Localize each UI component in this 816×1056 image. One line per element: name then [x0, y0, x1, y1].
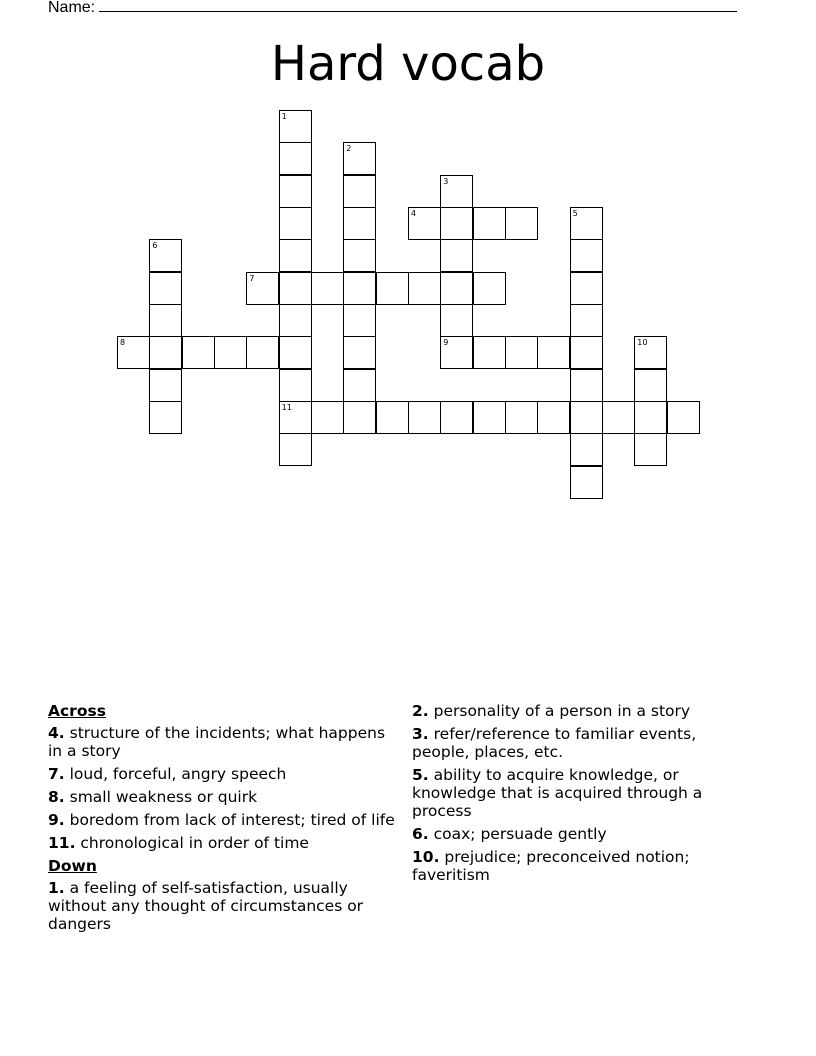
crossword-cell[interactable] — [311, 401, 344, 434]
clue-across-7: 7. loud, forceful, angry speech — [48, 765, 287, 783]
crossword-cell[interactable] — [440, 272, 473, 305]
cell-number: 8 — [120, 338, 126, 348]
crossword-cell[interactable] — [570, 239, 603, 272]
crossword-cell[interactable] — [505, 207, 538, 240]
crossword-cell[interactable] — [182, 336, 215, 369]
clues-left-column — [48, 702, 398, 938]
crossword-cell[interactable] — [279, 207, 312, 240]
cell-number: 6 — [152, 241, 158, 251]
name-label: Name: — [48, 0, 96, 16]
page-title: Hard vocab — [270, 36, 546, 92]
crossword-cell[interactable] — [440, 207, 473, 240]
crossword-cell[interactable] — [634, 369, 667, 402]
crossword-cell[interactable] — [376, 401, 409, 434]
crossword-cell[interactable] — [667, 401, 700, 434]
crossword-cell[interactable] — [602, 401, 635, 434]
crossword-cell[interactable] — [570, 207, 603, 240]
crossword-cell[interactable] — [149, 369, 182, 402]
cell-number: 2 — [346, 144, 352, 154]
clue-down-1: 1. a feeling of self-satisfaction, usually without any thought of circumstances or dangers — [48, 879, 364, 933]
down-heading: Down — [48, 857, 97, 875]
crossword-cell[interactable] — [440, 336, 473, 369]
clue-down-10: 10. prejudice; preconceived notion; faveritism — [412, 848, 690, 884]
crossword-cell[interactable] — [343, 401, 376, 434]
crossword-cell[interactable] — [343, 369, 376, 402]
crossword-cell[interactable] — [149, 304, 182, 337]
crossword-grid — [0, 0, 816, 520]
crossword-cell[interactable] — [440, 304, 473, 337]
crossword-cell[interactable] — [343, 336, 376, 369]
crossword-cell[interactable] — [537, 401, 570, 434]
crossword-cell[interactable] — [570, 304, 603, 337]
crossword-cell[interactable] — [279, 239, 312, 272]
crossword-cell[interactable] — [279, 369, 312, 402]
crossword-cell[interactable] — [343, 207, 376, 240]
crossword-cell[interactable] — [279, 433, 312, 466]
crossword-cell[interactable] — [279, 401, 312, 434]
crossword-cell[interactable] — [279, 336, 312, 369]
crossword-cell[interactable] — [408, 207, 441, 240]
clue-down-3: 3. refer/reference to familiar events, people, places, etc. — [412, 725, 697, 761]
crossword-cell[interactable] — [505, 336, 538, 369]
crossword-cell[interactable] — [246, 272, 279, 305]
crossword-cell[interactable] — [570, 272, 603, 305]
crossword-cell[interactable] — [343, 175, 376, 208]
clue-across-4: 4. structure of the incidents; what happens in a story — [48, 724, 386, 760]
crossword-cell[interactable] — [279, 142, 312, 175]
cell-number: 10 — [637, 338, 648, 348]
crossword-cell[interactable] — [246, 336, 279, 369]
cell-number: 5 — [572, 208, 578, 218]
crossword-cell[interactable] — [473, 401, 506, 434]
cell-number: 7 — [249, 273, 255, 283]
crossword-cell[interactable] — [473, 207, 506, 240]
crossword-cell[interactable] — [214, 336, 247, 369]
crossword-cell[interactable] — [505, 401, 538, 434]
crossword-cell[interactable] — [408, 401, 441, 434]
crossword-cell[interactable] — [570, 336, 603, 369]
clue-across-8: 8. small weakness or quirk — [48, 788, 258, 806]
crossword-cell[interactable] — [279, 272, 312, 305]
clue-across-9: 9. boredom from lack of interest; tired of life — [48, 811, 395, 829]
cell-number: 3 — [443, 176, 449, 186]
across-heading: Across — [48, 702, 106, 720]
crossword-cell[interactable] — [343, 239, 376, 272]
clues-right-column — [412, 702, 742, 889]
crossword-cell[interactable] — [343, 142, 376, 175]
crossword-cell[interactable] — [473, 272, 506, 305]
crossword-cell[interactable] — [376, 272, 409, 305]
crossword-cell[interactable] — [149, 336, 182, 369]
cell-number: 4 — [410, 208, 417, 218]
crossword-cell[interactable] — [537, 336, 570, 369]
clue-down-5: 5. ability to acquire knowledge, or knowledge that is acquired through a process — [412, 766, 703, 820]
crossword-cell[interactable] — [149, 272, 182, 305]
crossword-cell[interactable] — [343, 272, 376, 305]
crossword-cell[interactable] — [634, 433, 667, 466]
crossword-cell[interactable] — [343, 304, 376, 337]
crossword-cell[interactable] — [473, 336, 506, 369]
crossword-cell[interactable] — [279, 110, 312, 143]
clue-down-2: 2. personality of a person in a story — [412, 702, 691, 720]
crossword-cell[interactable] — [570, 401, 603, 434]
clue-down-6: 6. coax; persuade gently — [412, 825, 607, 843]
crossword-cell[interactable] — [570, 433, 603, 466]
crossword-cell[interactable] — [117, 336, 150, 369]
crossword-cell[interactable] — [149, 401, 182, 434]
crossword-cell[interactable] — [440, 401, 473, 434]
crossword-cell[interactable] — [408, 272, 441, 305]
crossword-cell[interactable] — [634, 401, 667, 434]
crossword-cell[interactable] — [149, 239, 182, 272]
crossword-cell[interactable] — [570, 466, 603, 499]
cell-number: 11 — [281, 402, 292, 412]
crossword-cell[interactable] — [440, 175, 473, 208]
crossword-cell[interactable] — [440, 239, 473, 272]
crossword-cell[interactable] — [634, 336, 667, 369]
crossword-cell[interactable] — [311, 272, 344, 305]
clue-across-11: 11. chronological in order of time — [48, 834, 309, 852]
crossword-cell[interactable] — [279, 175, 312, 208]
cell-number: 9 — [443, 338, 449, 348]
crossword-cell[interactable] — [279, 304, 312, 337]
crossword-cell[interactable] — [570, 369, 603, 402]
cell-number: 1 — [281, 112, 287, 121]
